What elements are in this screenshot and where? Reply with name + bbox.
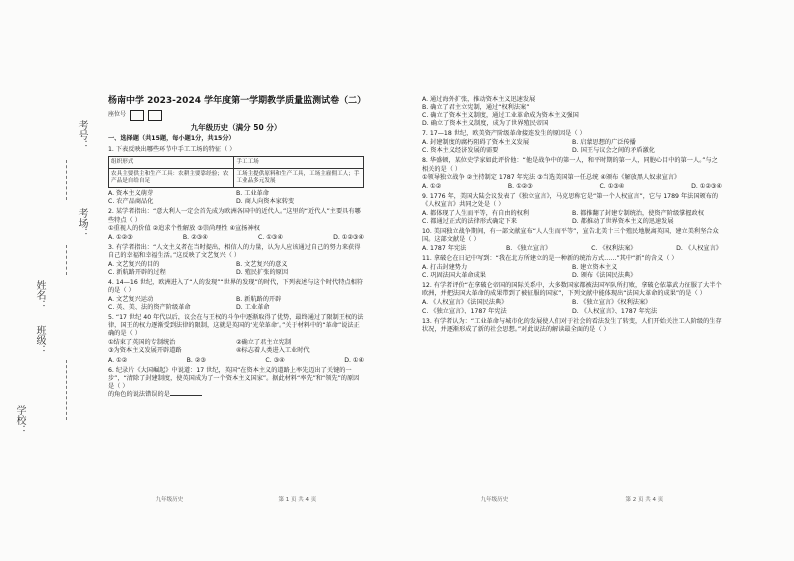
option: A. 《人权宣言》《法国民法典》 — [422, 299, 508, 307]
option: D. 《人权宣言》、1787 年宪法 — [572, 307, 658, 315]
question-12: 12. 有学者评价“在拿破仑帝国的国际关系中，大多数国家都被法国军队所打败，拿破仑依靠武力征服了大半个欧洲，并把法国大革命的成果带到了被征服的国家”，下列文献中能体现出“法国大革命的成果”的是（ ） — [422, 282, 722, 298]
option: A. ①②③ — [108, 233, 133, 241]
option: D. 颁布《法国民法典》 — [572, 272, 637, 280]
option: D. ①④ — [344, 356, 364, 364]
section-heading: 一、选择题（共15题，每小题1分，共15分） — [108, 135, 235, 143]
statement: ①结束了英国的专制统治 — [108, 339, 176, 347]
option: C. ①③④ — [599, 182, 625, 190]
option: B. 都推翻了封建专制统治，使资产阶级掌握政权 — [572, 209, 704, 217]
option: C. ③④ — [265, 356, 285, 364]
page-one — [108, 96, 367, 503]
question-10: 10. 美国独立战争期间，有一部文献宣布“人人生而平等”，宣告北美十三个殖民地脱离英国，建立美利坚合众国。这部文献是（ ） — [422, 227, 719, 243]
footer-page-number: 第 1 页 共 4 页 — [278, 496, 317, 503]
question-7-options — [422, 139, 722, 155]
question-5: 5. “17 世纪 40 年代以后，议会在与王权的斗争中逐渐取得了优势，最终通过了限制王权的法律，国王的权力逐渐受到法律的限制，这就是英国的‘光荣革命’。”关于材料中的“革命”说法正确的是（ ） — [108, 314, 364, 338]
option: D. ①②③④ — [691, 182, 722, 190]
question-1-table — [108, 156, 364, 189]
option: B. 建立资本主义 — [572, 264, 618, 272]
binding-dash — [66, 360, 68, 420]
footer-page-number: 第 2 页 共 4 页 — [625, 496, 664, 503]
question-2: 2. 某学者指出：“意大利人一定会首先成为欧洲各国中的近代人。”这里的“近代人”主要具有哪些特点（ ） — [108, 208, 361, 224]
option: D. 商人向资本家转变 — [236, 198, 295, 206]
seat-number-label: 座位号 — [108, 111, 127, 119]
table-cell: 工场主提供原料和生产工具，工场主雇佣工人；手工业品多元发展 — [234, 168, 364, 188]
margin-label-class: 班级： — [34, 325, 45, 355]
option: C. 都通过正式的法律形式确定下来 — [422, 217, 517, 225]
option: A. 资本主义萌芽 — [108, 190, 154, 198]
option: B. 工业革命 — [236, 190, 269, 198]
margin-label-name: 姓名： — [34, 280, 45, 310]
answer-blank[interactable] — [170, 395, 202, 396]
option: C. 巩固法国大革命成果 — [422, 272, 486, 280]
question-10-options — [422, 245, 722, 253]
option: B. 《独立宣言》 — [506, 245, 552, 253]
option: D. 殖民扩张的原因 — [236, 268, 289, 276]
option: D. 《人权宣言》 — [676, 245, 722, 253]
exam-subtitle: 九年级历史（满分 50 分） — [190, 122, 282, 132]
question-11-options — [422, 264, 722, 280]
statement: ②确立了君主立宪制 — [236, 339, 292, 347]
table-header: 手工工场 — [234, 156, 364, 168]
question-8: 8. 华盛顿，某位史学家如此评价他：“他是战争中的第一人，和平时期的第一人，同胞心目中的第一人。”与之相关的是（ ） — [422, 157, 718, 173]
page-footer — [422, 497, 722, 504]
option: B. ①②③ — [507, 182, 533, 190]
question-6-tail — [108, 391, 364, 399]
option: C. 《独立宣言》、1787 年宪法 — [422, 307, 507, 315]
table-cell: 农具主要供主和生产工具：农耕主要靠经验；农产品是自给自足 — [109, 168, 234, 188]
question-13: 13. 有学者认为：“工业革命与城市化的发展使人们对于社会的看法发生了转变，人们开始关注工人阶级的生存状况，并逐渐形成了新的社会思想。”对此说法的解读最全面的是（ ） — [422, 317, 722, 333]
question-6-option-a: A. 通过海外扩张，推动资本主义迅速发展 — [422, 96, 536, 103]
question-6-option-b: B. 确立了君主立宪制，通过“权利法案” — [422, 104, 530, 112]
question-9: 9. 1776 年，美国大陆会议发表了《独立宣言》，马克思称它是“第一个人权宣言”，它与 1789 年法国颁布的《人权宣言》共同之处是（ ） — [422, 192, 719, 208]
page-two — [422, 96, 722, 503]
option: C. 新航路开辟的过程 — [108, 268, 166, 276]
option: D. 国王与议会之间的矛盾激化 — [572, 147, 655, 155]
option: A. 打击封建势力 — [422, 264, 468, 272]
option: D. 工业革命 — [236, 304, 270, 312]
option: A. 文艺复兴运动 — [108, 296, 154, 304]
seat-number-box[interactable] — [130, 110, 144, 121]
option: C. 农产品商品化 — [108, 198, 154, 206]
option: D. ①②③④ — [333, 233, 364, 241]
option: B. ②③ — [186, 356, 206, 364]
option: B. 《独立宣言》《权利法案》 — [572, 299, 652, 307]
option: B. ②③④ — [182, 233, 208, 241]
question-5-items — [108, 339, 364, 355]
question-11: 11. 拿破仑在日记中写到：“我在北方所建立的是一种新的统治方式……”其中“新”的含义（ ） — [422, 255, 678, 263]
question-4-options — [108, 296, 364, 312]
margin-label-school: 学校： — [14, 405, 25, 435]
option: A. 都体现了人生而平等，有自由的权利 — [422, 209, 530, 217]
exam-title: 杨南中学 2023-2024 学年度第一学期教学质量监测试卷（二） — [108, 96, 367, 106]
table-header: 组织形式 — [109, 156, 234, 168]
option: A. 封建制度的腐朽阻碍了资本主义发展 — [422, 139, 530, 147]
question-8-items: ①领导独立战争 ②主持制定 1787 年宪法 ③当选美国第一任总统 ④颁布《解放黑人奴隶宣言》 — [422, 173, 681, 181]
option: A. ①② — [108, 356, 128, 364]
question-6: 6. 纪录片《大国崛起》中说道：17 世纪，英国“在资本主义的道路上率先迈出了关键的一步”，“清除了封建制度，使英国成为了一个资本主义国家”。据此材料“率先”和“领先”的原因是（ ） — [108, 366, 360, 390]
question-4: 4. 14—16 世纪，欧洲进入了“人的发现”“世界的发现”的时代，下列表述与这个时代特点相符的是（ ） — [108, 278, 363, 295]
option: A. 文艺复兴的目的 — [108, 260, 160, 268]
option: C. 资本主义经济发展的需要 — [422, 147, 499, 155]
question-2-options — [108, 234, 364, 242]
statement: ③为资本主义发展开辟道路 — [108, 347, 182, 355]
seat-number-box[interactable] — [148, 110, 162, 121]
option: B. 新航路的开辟 — [236, 296, 282, 304]
option: C. 《权利法案》 — [591, 245, 637, 253]
question-6-option-c: C. 确立了资本主义制度，通过工业革命成为资本主义强国 — [422, 112, 579, 120]
option: B. 文艺复兴的意义 — [236, 260, 288, 268]
question-3-options — [108, 261, 364, 277]
margin-label-exam-number: 考号： — [76, 120, 87, 150]
page-footer — [108, 497, 364, 504]
option: C. 英、美、法的资产阶级革命 — [108, 304, 191, 312]
footer-subject: 九年级历史 — [480, 496, 509, 503]
option: B. 启蒙思想的广泛传播 — [572, 139, 636, 147]
option: A. 1787 年宪法 — [422, 245, 467, 253]
question-2-items: ①重视人的价值 ②追求个性解放 ③崇尚理性 ④宣扬神权 — [108, 224, 260, 232]
question-3: 3. 有学者指出：“人文主义者在当时提出，相信人的力量，认为人应该通过自己的努力来获得自己的幸福和幸福生活。”这反映了文艺复兴（ ） — [108, 243, 361, 259]
statement: ④标志着人类进入工业时代 — [236, 347, 310, 355]
question-6-option-d: D. 确立了资本主义制度，成为了世界殖民帝国 — [422, 120, 549, 128]
option: A. ①② — [422, 182, 442, 190]
question-1: 1. 下表反映出哪些环节中手工工场的特征（ ） — [108, 145, 236, 153]
binding-dash — [66, 245, 68, 275]
binding-margin — [14, 120, 100, 470]
question-5-options — [108, 357, 364, 365]
question-12-options — [422, 299, 722, 315]
option: D. 都推动了世界资本主义的迅速发展 — [572, 217, 674, 225]
margin-label-exam-room: 考场： — [76, 208, 87, 238]
seat-number-row — [108, 110, 364, 121]
binding-dash — [66, 160, 68, 200]
question-9-options — [422, 210, 722, 226]
option: C. ①③④ — [257, 233, 283, 241]
question-7: 7. 17—18 世纪，欧美资产阶级革命接连发生的原因是（ ） — [422, 130, 586, 138]
question-6-tail-text: 的角色的说法错误的是 — [108, 390, 170, 398]
question-1-options — [108, 190, 364, 206]
footer-subject: 九年级历史 — [155, 496, 184, 503]
question-8-options — [422, 183, 722, 191]
